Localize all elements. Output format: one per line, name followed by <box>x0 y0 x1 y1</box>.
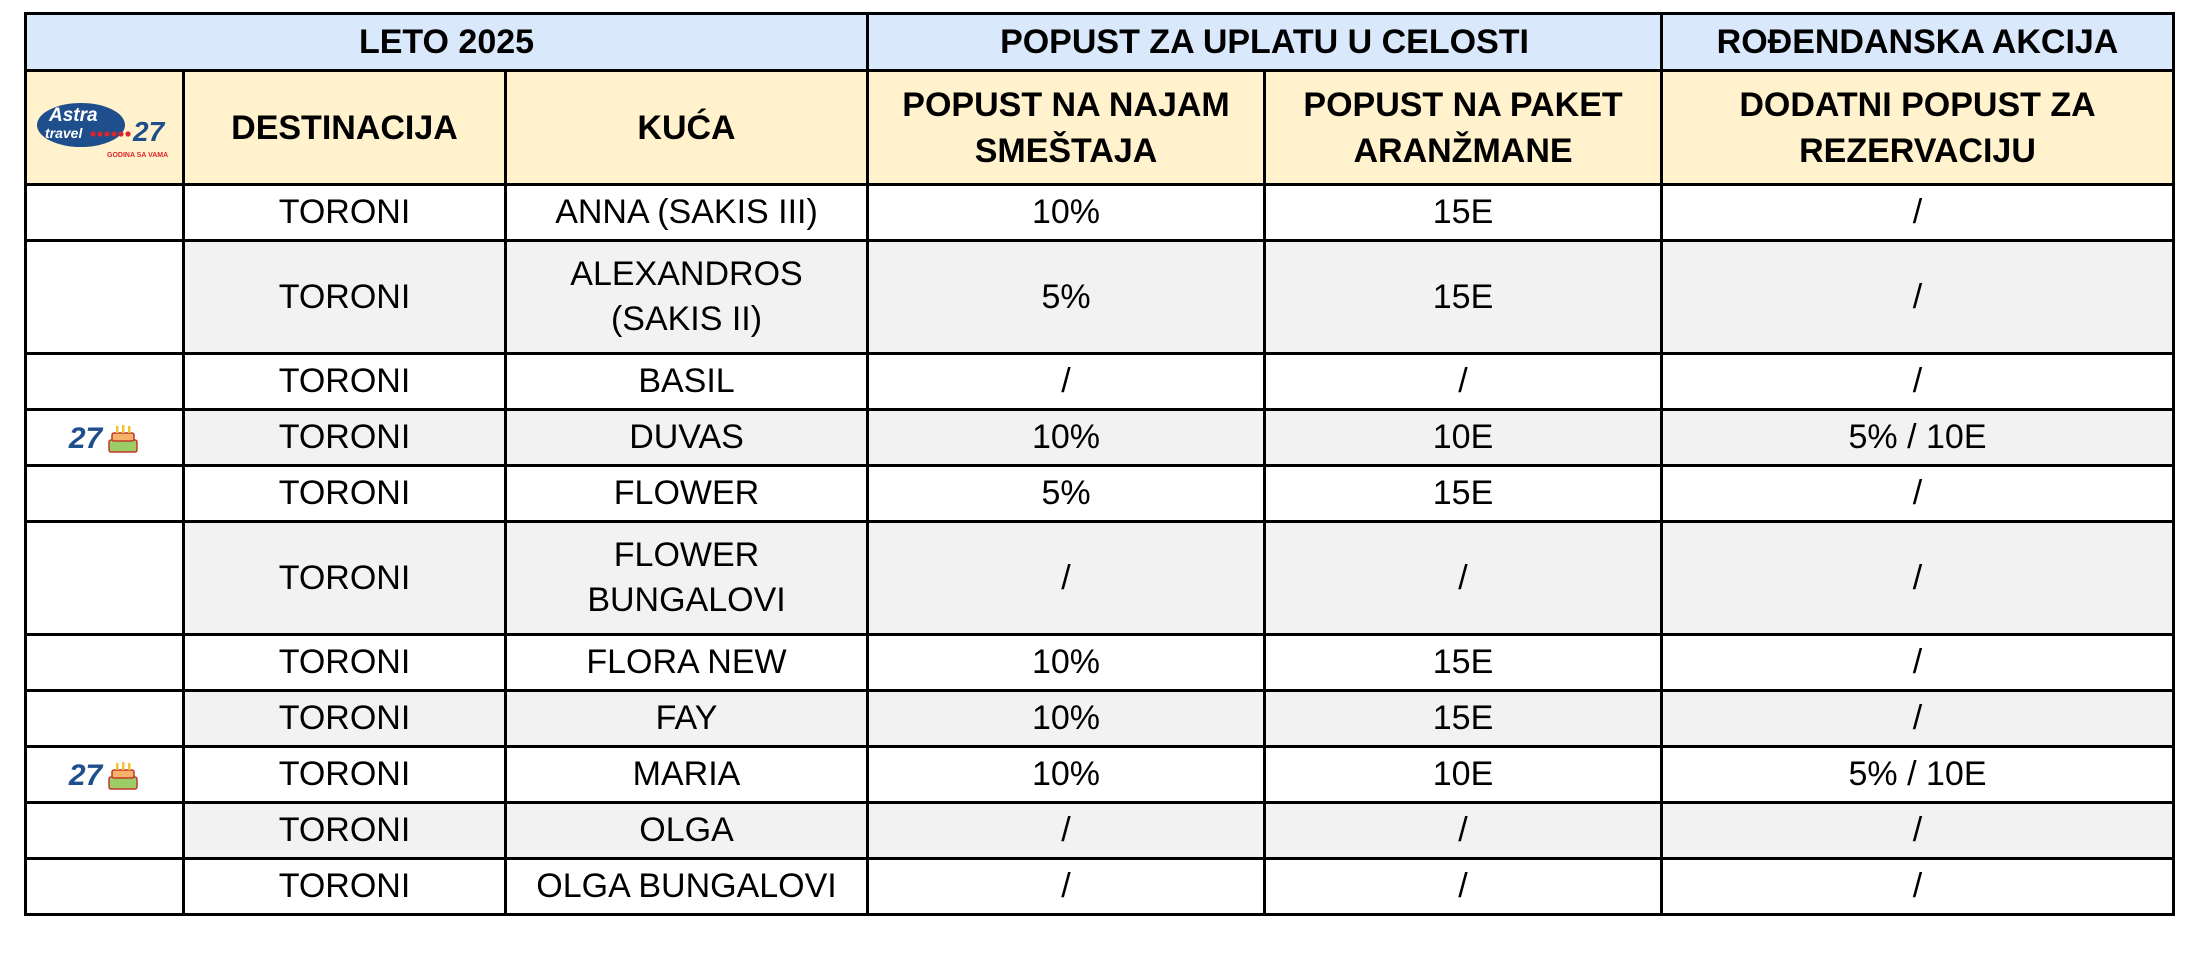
cell-kuca: ANNA (SAKIS III) <box>506 185 868 241</box>
badge-cell <box>26 185 184 241</box>
col-kuca-header: KUĆA <box>506 71 868 185</box>
discount-table <box>24 12 2175 916</box>
birthday-cake-icon <box>106 759 140 791</box>
col-najam-header: POPUST NA NAJAM SMEŠTAJA <box>868 71 1265 185</box>
svg-text:27: 27 <box>132 115 164 147</box>
birthday-cake-icon <box>106 422 140 454</box>
badge-cell <box>26 803 184 859</box>
badge-cell <box>26 241 184 354</box>
cell-kuca: OLGA <box>506 803 868 859</box>
cell-kuca: FLORA NEW <box>506 635 868 691</box>
col-destinacija-header: DESTINACIJA <box>184 71 506 185</box>
cell-destinacija: TORONI <box>184 466 506 522</box>
cell-kuca: FAY <box>506 691 868 747</box>
table-row <box>26 747 2174 803</box>
cell-paket: / <box>1265 522 1662 635</box>
table-row <box>26 466 2174 522</box>
cell-dodatni: / <box>1662 354 2174 410</box>
cell-kuca: FLOWER <box>506 466 868 522</box>
cell-paket: 10E <box>1265 747 1662 803</box>
group-leto-header: LETO 2025 <box>26 14 868 71</box>
group-header-row <box>26 14 2174 71</box>
cell-najam: / <box>868 354 1265 410</box>
cell-destinacija: TORONI <box>184 241 506 354</box>
cell-destinacija: TORONI <box>184 635 506 691</box>
cell-destinacija: TORONI <box>184 185 506 241</box>
badge-cell <box>26 522 184 635</box>
cell-paket: / <box>1265 354 1662 410</box>
cell-dodatni: / <box>1662 859 2174 915</box>
cell-najam: / <box>868 859 1265 915</box>
cell-destinacija: TORONI <box>184 803 506 859</box>
table-row <box>26 635 2174 691</box>
cell-dodatni: / <box>1662 691 2174 747</box>
cell-dodatni: 5% / 10E <box>1662 410 2174 466</box>
svg-text:Astra: Astra <box>48 104 98 126</box>
cell-najam: 10% <box>868 747 1265 803</box>
cell-destinacija: TORONI <box>184 410 506 466</box>
cell-najam: 10% <box>868 691 1265 747</box>
cell-najam: 10% <box>868 635 1265 691</box>
cell-destinacija: TORONI <box>184 691 506 747</box>
badge-number: 27 <box>68 421 103 455</box>
cell-kuca: BASIL <box>506 354 868 410</box>
badge-cell <box>26 410 184 466</box>
col-paket-header: POPUST NA PAKET ARANŽMANE <box>1265 71 1662 185</box>
astra-travel-logo <box>33 91 176 165</box>
cell-kuca: MARIA <box>506 747 868 803</box>
table-row <box>26 522 2174 635</box>
cell-destinacija: TORONI <box>184 859 506 915</box>
cell-dodatni: / <box>1662 635 2174 691</box>
group-rodjendan-header: ROĐENDANSKA AKCIJA <box>1662 14 2174 71</box>
cell-dodatni: / <box>1662 803 2174 859</box>
badge-number: 27 <box>68 758 103 792</box>
table-row <box>26 691 2174 747</box>
svg-text:GODINA SA VAMA: GODINA SA VAMA <box>106 151 168 159</box>
cell-dodatni: / <box>1662 185 2174 241</box>
cell-najam: 5% <box>868 241 1265 354</box>
astra-logo-icon <box>35 91 175 165</box>
badge-cell <box>26 354 184 410</box>
table-row <box>26 803 2174 859</box>
cell-paket: 15E <box>1265 635 1662 691</box>
cell-najam: / <box>868 803 1265 859</box>
birthday-badge <box>69 753 140 798</box>
cell-kuca: OLGA BUNGALOVI <box>506 859 868 915</box>
cell-najam: 10% <box>868 185 1265 241</box>
cell-dodatni: 5% / 10E <box>1662 747 2174 803</box>
table-row <box>26 410 2174 466</box>
table-row <box>26 354 2174 410</box>
col-dodatni-header: DODATNI POPUST ZA REZERVACIJU <box>1662 71 2174 185</box>
cell-kuca: DUVAS <box>506 410 868 466</box>
cell-destinacija: TORONI <box>184 354 506 410</box>
cell-destinacija: TORONI <box>184 747 506 803</box>
cell-destinacija: TORONI <box>184 522 506 635</box>
cell-paket: / <box>1265 859 1662 915</box>
cell-najam: 5% <box>868 466 1265 522</box>
cell-kuca: FLOWER BUNGALOVI <box>506 522 868 635</box>
cell-paket: 15E <box>1265 691 1662 747</box>
cell-najam: / <box>868 522 1265 635</box>
badge-cell <box>26 466 184 522</box>
svg-text:travel: travel <box>44 124 82 141</box>
logo-cell <box>26 71 184 185</box>
table-row <box>26 859 2174 915</box>
badge-cell <box>26 635 184 691</box>
cell-dodatni: / <box>1662 522 2174 635</box>
cell-dodatni: / <box>1662 241 2174 354</box>
birthday-badge <box>69 416 140 461</box>
cell-kuca: ALEXANDROS (SAKIS II) <box>506 241 868 354</box>
cell-paket: 15E <box>1265 241 1662 354</box>
badge-cell <box>26 859 184 915</box>
column-header-row <box>26 71 2174 185</box>
group-popust-header: POPUST ZA UPLATU U CELOSTI <box>868 14 1662 71</box>
cell-dodatni: / <box>1662 466 2174 522</box>
cell-paket: 10E <box>1265 410 1662 466</box>
badge-cell <box>26 747 184 803</box>
table-row <box>26 241 2174 354</box>
cell-paket: / <box>1265 803 1662 859</box>
cell-paket: 15E <box>1265 185 1662 241</box>
table-row <box>26 185 2174 241</box>
cell-najam: 10% <box>868 410 1265 466</box>
badge-cell <box>26 691 184 747</box>
cell-paket: 15E <box>1265 466 1662 522</box>
